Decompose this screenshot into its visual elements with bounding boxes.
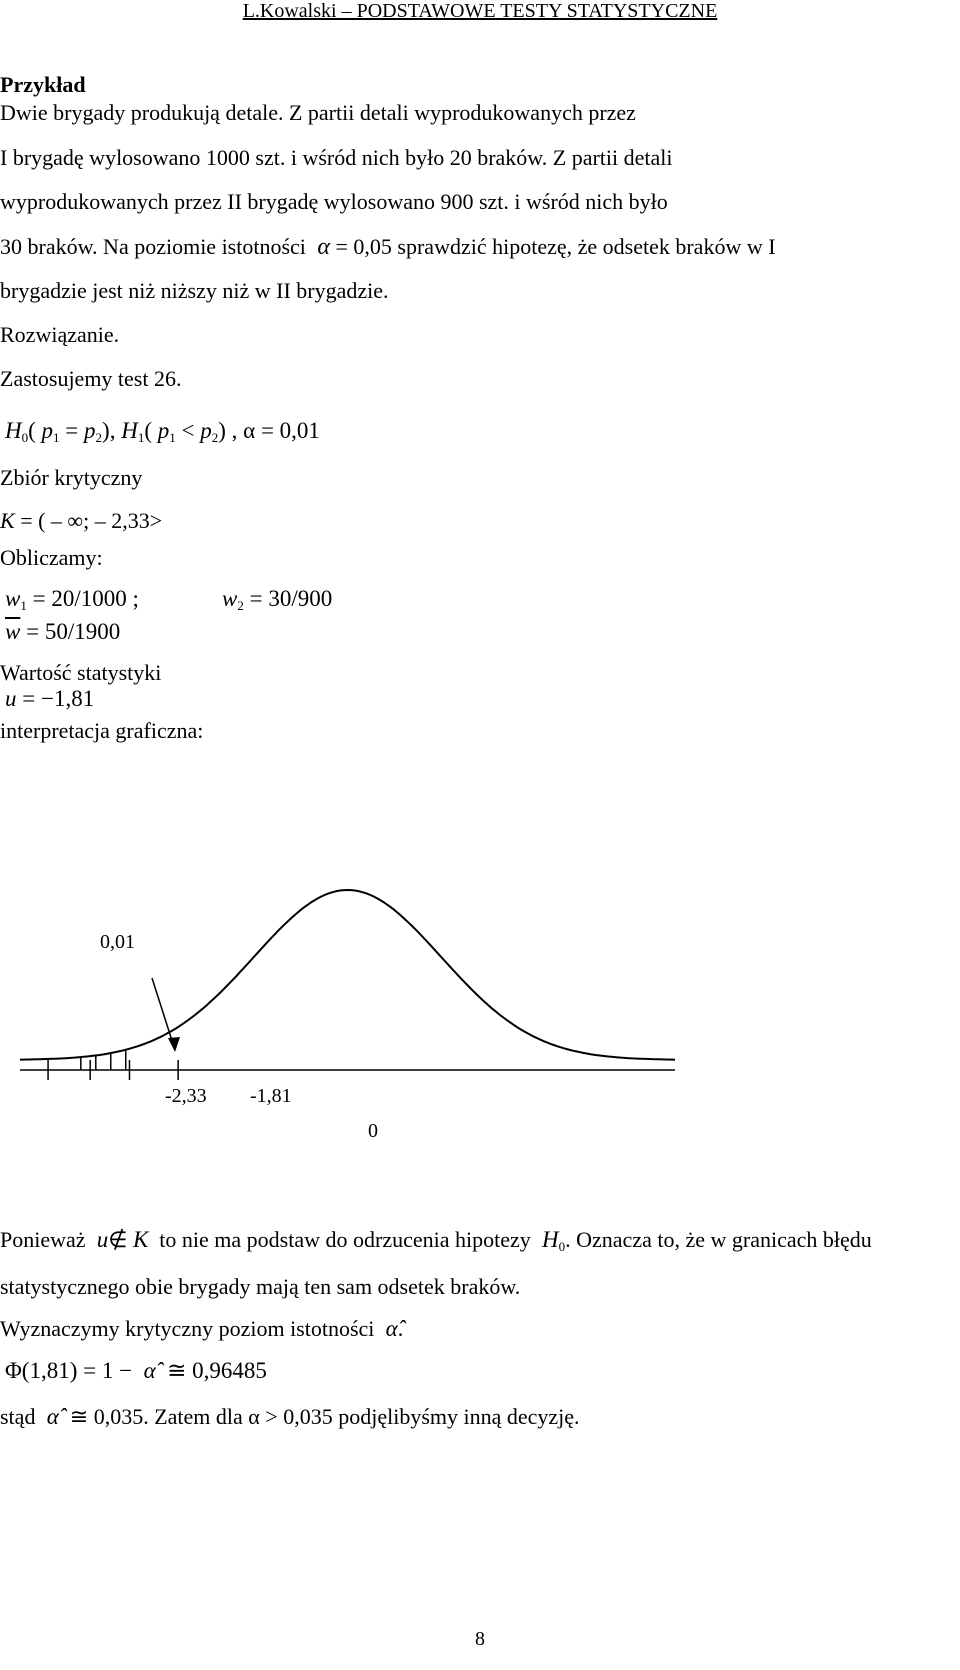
statistic-label: Wartość statystyki bbox=[0, 660, 162, 685]
final-line: stąd α̂ ≅ 0,035. Zatem dla α > 0,035 podjęlibyśmy inną decyzję. bbox=[0, 1404, 580, 1429]
critical-set-label: Zbiór krytyczny bbox=[0, 465, 143, 490]
wbar-value: = 50/1900 bbox=[26, 619, 121, 644]
critical-region-hatching bbox=[81, 1050, 126, 1070]
u-value: = −1,81 bbox=[22, 686, 95, 711]
critical-value-label: -2,33 bbox=[165, 1085, 207, 1107]
w2-formula: $w_2 = 30/900$ bbox=[222, 586, 333, 613]
critical-set-value: = ( – ∞; – 2,33> bbox=[20, 508, 163, 533]
example-line-3: wyprodukowanych przez II brygadę wylosowano 900 szt. i wśród nich było bbox=[0, 189, 668, 214]
compute-label: Obliczamy: bbox=[0, 545, 103, 570]
conclusion-text-b: to nie ma podstaw do odrzucenia hipotezy bbox=[159, 1227, 531, 1252]
alpha-value: = 0,01 bbox=[260, 418, 320, 443]
test-line: Zastosujemy test 26. bbox=[0, 366, 182, 391]
critical-set: K = ( – ∞; – 2,33> bbox=[0, 508, 163, 533]
final-text-a: stąd bbox=[0, 1404, 36, 1429]
statistic-label-chart: -1,81 bbox=[250, 1085, 292, 1107]
graph-label: interpretacja graficzna: bbox=[0, 718, 204, 743]
running-header: L.Kowalski – PODSTAWOWE TESTY STATYSTYCZNE bbox=[242, 0, 718, 22]
alpha-arrow-head bbox=[168, 1037, 180, 1052]
w2-value: = 30/900 bbox=[249, 586, 333, 611]
critical-alpha-text: Wyznaczymy krytyczny poziom istotności bbox=[0, 1316, 375, 1341]
solution-heading: Rozwiązanie. bbox=[0, 322, 120, 347]
final-text-b: ≅ 0,035. Zatem dla α > 0,035 podjęlibyśmy inną decyzję. bbox=[69, 1404, 580, 1429]
u-formula: u = −1,81 bbox=[5, 686, 95, 711]
density-curve bbox=[20, 890, 675, 1060]
hypotheses: $H_0$( $p_1 = p_2$), $H_1$( $p_1 < p_2$) , α = 0,01 bbox=[5, 418, 320, 445]
critical-alpha-line: Wyznaczymy krytyczny poziom istotności α̂. bbox=[0, 1316, 404, 1341]
conclusion-text-a: Ponieważ bbox=[0, 1227, 86, 1252]
example-line-1: Dwie brygady produkują detale. Z partii detali wyprodukowanych przez bbox=[0, 100, 636, 125]
phi-formula: Φ(1,81) = 1 − α̂ ≅ 0,96485 bbox=[5, 1358, 267, 1383]
example-line-4-text: 30 braków. Na poziomie istotności bbox=[0, 234, 306, 259]
w1-value: = 20/1000 ; bbox=[32, 586, 139, 611]
example-line-2: I brygadę wylosowano 1000 szt. i wśród nich było 20 braków. Z partii detali bbox=[0, 145, 673, 170]
example-line-4-text-b: = 0,05 sprawdzić hipotezę, że odsetek braków w I bbox=[335, 234, 776, 259]
page-number: 8 bbox=[475, 1628, 485, 1650]
example-line-4: 30 braków. Na poziomie istotności α = 0,05 sprawdzić hipotezę, że odsetek braków w I bbox=[0, 234, 776, 260]
zero-label: 0 bbox=[368, 1120, 378, 1142]
normal-distribution-chart bbox=[0, 840, 720, 1150]
wbar-formula: $\overline{w} = 50/1900$ bbox=[5, 619, 121, 644]
phi-value: ≅ 0,96485 bbox=[167, 1358, 267, 1383]
example-line-5: brygadzie jest niż niższy niż w II brygadzie. bbox=[0, 278, 389, 303]
phi-text: Φ(1,81) = 1 − bbox=[5, 1358, 133, 1383]
conclusion-line-2: statystycznego obie brygady mają ten sam odsetek braków. bbox=[0, 1274, 521, 1299]
example-heading: Przykład bbox=[0, 72, 86, 97]
alpha-label: 0,01 bbox=[100, 931, 135, 953]
conclusion-line-1: Ponieważ u∉ K to nie ma podstaw do odrzucenia hipotezy $H_0$. Oznacza to, że w granicach błędu bbox=[0, 1227, 872, 1254]
conclusion-text-c: . Oznacza to, że w granicach błędu bbox=[565, 1227, 872, 1252]
w1-formula: $w_1 = 20/1000$ ; bbox=[5, 586, 139, 613]
